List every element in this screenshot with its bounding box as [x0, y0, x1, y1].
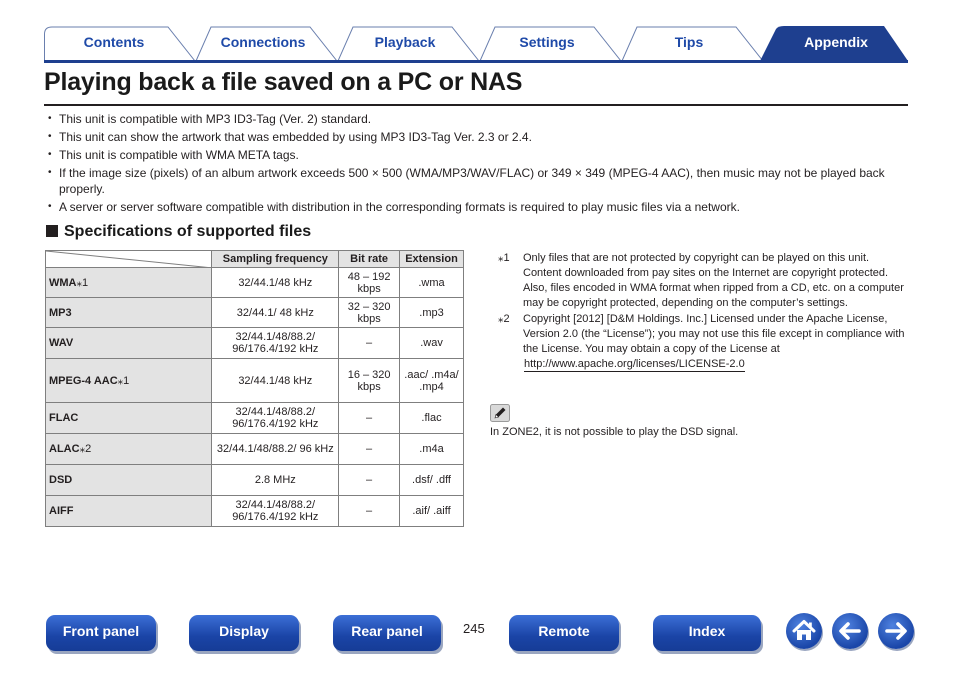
table-row: [46, 328, 464, 359]
tab-label: Appendix: [804, 34, 868, 50]
arrow-left-icon: [832, 613, 868, 649]
tab-label: Contents: [83, 34, 145, 50]
tab-tips[interactable]: [612, 26, 764, 61]
table-row: [46, 268, 464, 298]
header-sampling-frequency: Sampling frequency: [212, 251, 339, 268]
table-row: [46, 496, 464, 527]
bitrate-cell: 32 – 320 kbps: [339, 298, 400, 328]
extension-cell: .flac: [400, 403, 464, 434]
home-button[interactable]: [786, 613, 822, 649]
format-cell: [46, 434, 212, 465]
table-row: [46, 403, 464, 434]
table-body: [46, 268, 464, 527]
bullet-item: • This unit can show the artwork that was embedded by using MP3 ID3-Tag Ver. 2.3 or 2.4.: [48, 129, 906, 145]
bitrate-cell: –: [339, 434, 400, 465]
footnote-mark: ⁎2: [498, 313, 510, 325]
format-note: ⁎1: [76, 276, 89, 289]
tab-contents[interactable]: [44, 26, 196, 61]
sampling-cell: 32/44.1/48/88.2/ 96/176.4/192 kHz: [212, 496, 339, 527]
forward-button[interactable]: [878, 613, 914, 649]
sampling-cell: 32/44.1/48/88.2/ 96/176.4/192 kHz: [212, 328, 339, 359]
sampling-cell: 32/44.1/48/88.2/ 96 kHz: [212, 434, 339, 465]
title-divider: [44, 104, 908, 106]
diagonal-line: [46, 251, 213, 268]
format-cell: [46, 328, 212, 359]
format-cell: [46, 268, 212, 298]
section-heading-text: Specifications of supported files: [64, 223, 312, 240]
format-name: WMA: [49, 276, 77, 289]
format-cell: [46, 403, 212, 434]
page-title: Playing back a file saved on a PC or NAS: [44, 68, 523, 96]
bitrate-cell: –: [339, 403, 400, 434]
extension-cell: .aac/ .m4a/ .mp4: [400, 359, 464, 403]
table-row: [46, 434, 464, 465]
license-link[interactable]: http://www.apache.org/licenses/LICENSE-2.0: [524, 358, 745, 370]
index-button[interactable]: Index: [653, 615, 761, 651]
info-bullet-list: [48, 111, 906, 217]
table-row: [46, 465, 464, 496]
section-heading: [46, 223, 311, 241]
table-row: [46, 298, 464, 328]
table-corner-cell: [46, 251, 212, 268]
header-bit-rate: Bit rate: [339, 251, 400, 268]
display-button[interactable]: Display: [189, 615, 299, 651]
sampling-cell: 32/44.1/ 48 kHz: [212, 298, 339, 328]
table-row: [46, 359, 464, 403]
bullet-item: • This unit is compatible with MP3 ID3-Tag (Ver. 2) standard.: [48, 111, 906, 127]
format-note: ⁎2: [79, 443, 92, 455]
format-cell: [46, 359, 212, 403]
rear-panel-button[interactable]: Rear panel: [333, 615, 441, 651]
format-name: ALAC: [49, 443, 80, 455]
format-name: DSD: [49, 474, 73, 486]
extension-cell: .wav: [400, 328, 464, 359]
format-name: FLAC: [49, 412, 79, 424]
sampling-cell: 32/44.1/48/88.2/ 96/176.4/192 kHz: [212, 403, 339, 434]
format-cell: [46, 496, 212, 527]
extension-cell: .wma: [400, 268, 464, 298]
footnote-mark: ⁎1: [498, 252, 510, 264]
bitrate-cell: 16 – 320 kbps: [339, 359, 400, 403]
tab-connections[interactable]: [186, 26, 338, 61]
pencil-memo-icon: [490, 404, 510, 422]
top-tab-bar: [44, 26, 910, 62]
table-header-row: [46, 251, 464, 268]
bitrate-cell: –: [339, 496, 400, 527]
arrow-right-icon: [878, 613, 914, 649]
format-name: MP3: [49, 306, 72, 319]
back-button[interactable]: [832, 613, 868, 649]
bullet-item: • This unit is compatible with WMA META tags.: [48, 147, 906, 163]
square-bullet-icon: [46, 225, 58, 237]
format-name: AIFF: [49, 505, 74, 517]
tab-playback[interactable]: [328, 26, 480, 61]
format-name: MPEG-4 AAC: [49, 374, 118, 387]
format-note: ⁎1: [117, 374, 130, 387]
footnote-2: [498, 312, 910, 372]
extension-cell: .mp3: [400, 298, 464, 328]
format-cell: [46, 298, 212, 328]
footnote-text: Only files that are not protected by copyright can be played on this unit. Content downloaded from pay sites on the Internet are copyright protected. Also, files encoded in WMA format when ripped from a CD, etc. on a computer may be copyright protected, depending on the computer’s settings.: [523, 252, 904, 309]
tab-settings[interactable]: [470, 26, 622, 61]
header-extension: Extension: [400, 251, 464, 268]
remote-button[interactable]: Remote: [509, 615, 619, 651]
bullet-item: • If the image size (pixels) of an album artwork exceeds 500 × 500 (WMA/MP3/WAV/FLAC) or 349 × 349 (MPEG-4 AAC), then music may not be played back properly.: [48, 165, 906, 197]
format-cell: [46, 465, 212, 496]
extension-cell: .aif/ .aiff: [400, 496, 464, 527]
supported-files-table: [45, 250, 464, 527]
tab-label: Playback: [374, 34, 436, 50]
footnote-1: [498, 251, 910, 311]
footnote-text: Copyright [2012] [D&M Holdings. Inc.] Licensed under the Apache License, Version 2.0 (the “License”); you may not use this file except in compliance with the License. You may obtain a copy of the License at: [523, 313, 905, 355]
bullet-item: • A server or server software compatible with distribution in the corresponding formats is required to play music files via a network.: [48, 199, 906, 215]
bitrate-cell: –: [339, 328, 400, 359]
tab-appendix[interactable]: [756, 26, 910, 61]
sampling-cell: 32/44.1/48 kHz: [212, 268, 339, 298]
front-panel-button[interactable]: Front panel: [46, 615, 156, 651]
sampling-cell: 32/44.1/48 kHz: [212, 359, 339, 403]
page-number: 245: [463, 621, 485, 636]
tab-label: Connections: [220, 34, 306, 50]
sampling-cell: 2.8 MHz: [212, 465, 339, 496]
bitrate-cell: 48 – 192 kbps: [339, 268, 400, 298]
format-name: WAV: [49, 337, 74, 349]
bitrate-cell: –: [339, 465, 400, 496]
tab-underline: [44, 60, 908, 63]
home-icon: [786, 613, 822, 649]
tab-label: Settings: [519, 34, 575, 50]
tab-label: Tips: [674, 34, 704, 50]
extension-cell: .dsf/ .dff: [400, 465, 464, 496]
memo-text: In ZONE2, it is not possible to play the DSD signal.: [490, 426, 739, 438]
extension-cell: .m4a: [400, 434, 464, 465]
